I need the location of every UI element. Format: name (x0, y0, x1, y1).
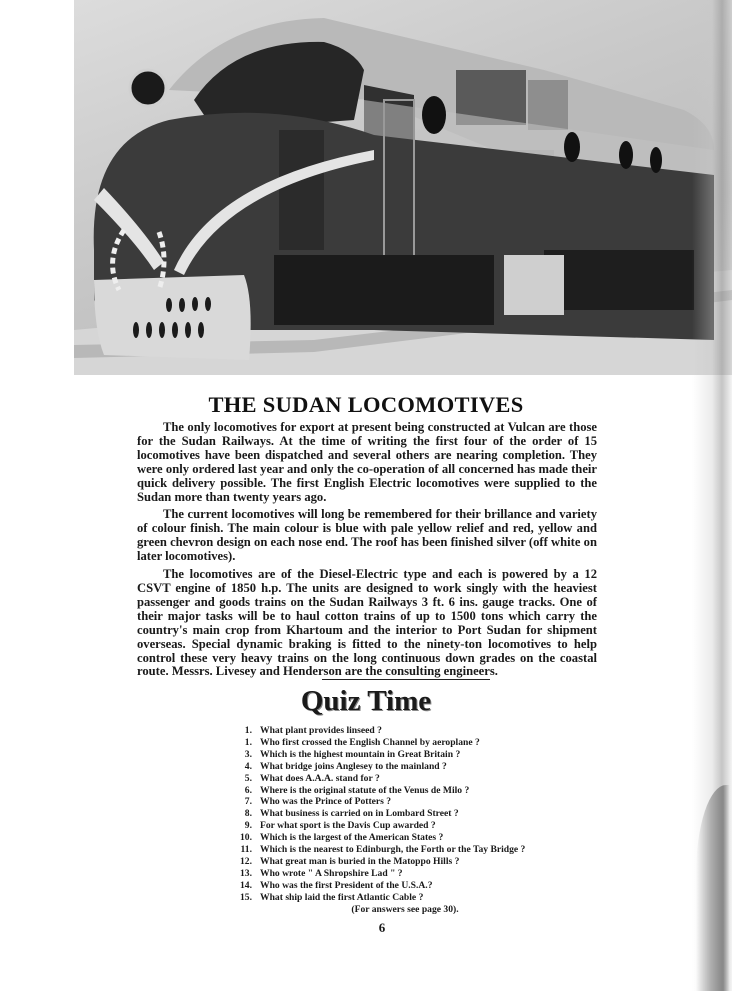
quiz-item-number: 13. (240, 867, 252, 879)
quiz-item-question: Where is the original statute of the Venus de Milo ? (260, 784, 470, 796)
quiz-item (228, 880, 628, 892)
quiz-item-number: 9. (244, 820, 252, 832)
article-paragraph: The only locomotives for export at present being constructed at Vulcan are those for the Sudan Railways. At the time of writing the first four of the order of 15 locomotives have been dispatched and several others are nearing completion. They were only ordered last year and only the co-operation of all concerned has made their quick delivery possible. The first English Electric locomotives were supplied to the Sudan more than twenty years ago. (137, 420, 597, 504)
quiz-item-question: Who first crossed the English Channel by aeroplane ? (260, 736, 480, 748)
quiz-item-number: 1. (244, 736, 252, 748)
quiz-item-number: 7. (244, 796, 252, 808)
article-paragraph: The locomotives are of the Diesel-Electric type and each is powered by a 12 CSVT engine of 1850 h.p. The units are designed to work singly with the heaviest passenger and goods trains on the Sudan Railways 3 ft. 6 ins. gauge tracks. One of their major tasks will be to haul cotton trains of up to 1500 tons which carry the country's main crop from Khartoum and the interior to Port Sudan for shipment overseas. Special dynamic braking is fitted to the ninety-ton locomotives to help control these very heavy trains on the long continuous down grades on the coastal route. Messrs. Livesey and Henderson are the consulting engineers. (137, 567, 597, 679)
quiz-item-number: 15. (240, 891, 252, 903)
quiz-item-number: 4. (244, 760, 252, 772)
article-body (137, 421, 597, 683)
quiz-item-question: What bridge joins Anglesey to the mainland ? (260, 760, 447, 772)
quiz-item-question: What great man is buried in the Matoppo Hills ? (260, 855, 460, 867)
quiz-item-question: Who wrote " A Shropshire Lad " ? (260, 867, 403, 879)
locomotive-illustration (74, 0, 732, 375)
quiz-item (228, 844, 628, 856)
quiz-item-question: Which is the nearest to Edinburgh, the Forth or the Tay Bridge ? (260, 844, 526, 856)
quiz-title: Quiz Time (300, 685, 432, 717)
quiz-item-number: 3. (244, 748, 252, 760)
quiz-item-number: 11. (240, 844, 252, 856)
quiz-item-question: Which is the highest mountain in Great Britain ? (260, 748, 461, 760)
quiz-item-question: Who was the Prince of Potters ? (260, 796, 392, 808)
quiz-item-question: What business is carried on in Lombard Street ? (260, 808, 459, 820)
quiz-item-number: 8. (244, 808, 252, 820)
quiz-item (228, 808, 628, 820)
quiz-item-number: 14. (240, 879, 252, 891)
section-divider (322, 679, 490, 680)
quiz-item-question: What plant provides linseed ? (260, 725, 382, 736)
quiz-item-number: 5. (244, 772, 252, 784)
quiz-item (228, 725, 628, 737)
quiz-item-number: 10. (240, 832, 252, 844)
quiz-item (228, 796, 628, 808)
quiz-list (228, 725, 628, 904)
article-paragraph: The current locomotives will long be remembered for their brillance and variety of colour finish. The main colour is blue with pale yellow relief and red, yellow and green chevron design on each nose end. The roof has been finished silver (off white on later locomotives). (137, 507, 597, 564)
quiz-item-question: Which is the largest of the American States ? (260, 832, 444, 844)
quiz-item (228, 785, 628, 797)
quiz-item (228, 737, 628, 749)
quiz-item-question: For what sport is the Davis Cup awarded ? (260, 820, 436, 832)
quiz-item (228, 856, 628, 868)
article-title: THE SUDAN LOCOMOTIVES (208, 392, 524, 417)
quiz-item-question: Who was the first President of the U.S.A.? (260, 879, 433, 891)
quiz-item-number: 1. (244, 725, 252, 736)
quiz-item (228, 761, 628, 773)
quiz-footnote: (For answers see page 30). (351, 904, 459, 915)
quiz-item-question: What ship laid the first Atlantic Cable ? (260, 891, 424, 903)
quiz-item (228, 773, 628, 785)
quiz-item (228, 820, 628, 832)
quiz-item-number: 12. (240, 855, 252, 867)
quiz-item-question: What does A.A.A. stand for ? (260, 772, 380, 784)
quiz-item (228, 749, 628, 761)
quiz-item (228, 892, 628, 904)
quiz-item (228, 832, 628, 844)
quiz-item (228, 868, 628, 880)
quiz-item-number: 6. (244, 784, 252, 796)
page-number: 6 (378, 920, 386, 935)
locomotive-photo (74, 0, 732, 375)
